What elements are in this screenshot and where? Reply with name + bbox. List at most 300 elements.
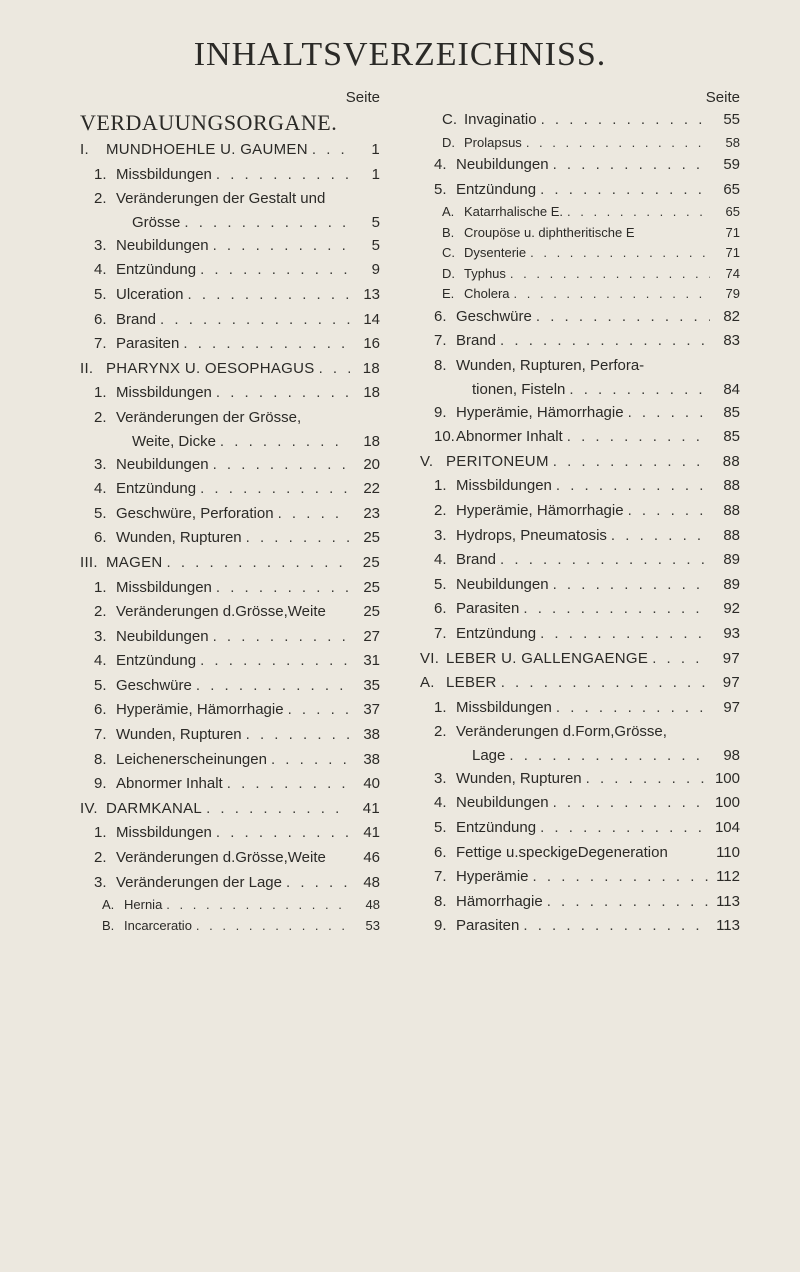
toc-entry[interactable] bbox=[80, 332, 380, 357]
toc-entry[interactable] bbox=[420, 401, 740, 426]
toc-entry-label: Cholera bbox=[464, 286, 510, 302]
toc-entry-label: Veränderungen d.Grösse,Weite bbox=[116, 603, 326, 621]
toc-entry-number: 6. bbox=[434, 307, 447, 325]
toc-entry-page: 100 bbox=[714, 769, 740, 787]
toc-entry-page: 98 bbox=[723, 746, 740, 764]
toc-entry-label: Brand bbox=[456, 551, 497, 569]
toc-entry-label: Parasiten bbox=[456, 917, 520, 935]
toc-entry[interactable] bbox=[80, 212, 380, 234]
toc-entry-number: 4. bbox=[94, 480, 107, 498]
toc-entry-number: I. bbox=[80, 141, 89, 158]
toc-entry-label: Hernia bbox=[124, 897, 163, 913]
dot-leader bbox=[213, 234, 350, 259]
toc-entry-number: 7. bbox=[434, 868, 447, 886]
dot-leader bbox=[567, 425, 710, 450]
toc-entry-label: Missbildungen bbox=[116, 384, 212, 402]
toc-entry[interactable] bbox=[80, 600, 380, 625]
seite-header: Seite bbox=[345, 89, 380, 106]
dot-leader bbox=[523, 597, 710, 622]
dot-leader bbox=[567, 202, 710, 223]
toc-entry[interactable] bbox=[420, 354, 740, 379]
toc-entry-number: 4. bbox=[434, 794, 447, 812]
toc-entry-label: Brand bbox=[456, 332, 497, 350]
toc-entry-label: Abnormer Inhalt bbox=[116, 775, 223, 793]
toc-entry-label: Parasiten bbox=[116, 335, 180, 353]
dot-leader bbox=[553, 573, 710, 598]
dot-leader bbox=[509, 745, 710, 767]
dot-leader bbox=[556, 474, 710, 499]
toc-entry-number: D. bbox=[442, 265, 455, 281]
toc-entry-page: 16 bbox=[363, 335, 380, 353]
toc-entry-page: 104 bbox=[714, 819, 740, 837]
toc-entry-page: 46 bbox=[363, 849, 380, 867]
toc-entry-label: Wunden, Rupturen bbox=[456, 769, 582, 787]
toc-entry[interactable] bbox=[80, 871, 380, 896]
toc-entry-label: Fettige u.speckigeDegeneration bbox=[456, 843, 668, 861]
dot-leader bbox=[514, 284, 710, 305]
toc-entry-label: Grösse bbox=[132, 213, 181, 231]
dot-leader bbox=[536, 305, 710, 330]
toc-entry-page: 48 bbox=[365, 897, 380, 913]
toc-entry[interactable] bbox=[80, 772, 380, 797]
dot-leader bbox=[501, 671, 710, 696]
toc-entry-page: 53 bbox=[365, 917, 380, 933]
toc-entry-page: 89 bbox=[723, 551, 740, 569]
toc-entry-number: 3. bbox=[94, 236, 107, 254]
toc-entry-page: 65 bbox=[725, 204, 740, 220]
toc-entry-label: Veränderungen der Lage bbox=[116, 873, 282, 891]
toc-entry-page: 83 bbox=[723, 332, 740, 350]
toc-entry-number: 10. bbox=[434, 428, 455, 446]
dot-leader bbox=[200, 477, 350, 502]
toc-entry-label: Lage bbox=[472, 746, 506, 764]
toc-entry-number: II. bbox=[80, 359, 94, 377]
toc-entry[interactable] bbox=[80, 895, 380, 916]
toc-entry-number: 1. bbox=[94, 824, 107, 842]
toc-entry[interactable] bbox=[420, 791, 740, 816]
dot-leader bbox=[213, 453, 350, 478]
toc-entry[interactable] bbox=[420, 178, 740, 203]
toc-entry-label: MUNDHOEHLE U. GAUMEN bbox=[106, 141, 308, 158]
toc-entry-number: 4. bbox=[94, 652, 107, 670]
toc-entry-label: Missbildungen bbox=[456, 477, 552, 495]
dot-leader bbox=[206, 797, 350, 822]
toc-entry-number: 5. bbox=[434, 180, 447, 198]
dot-leader bbox=[628, 499, 710, 524]
toc-entry-page: 1 bbox=[371, 141, 380, 158]
toc-entry-number: 2. bbox=[94, 603, 107, 621]
toc-entry[interactable] bbox=[80, 502, 380, 527]
dot-leader bbox=[586, 767, 710, 792]
dot-leader bbox=[216, 821, 350, 846]
toc-entry[interactable] bbox=[420, 425, 740, 450]
toc-entry-label: Missbildungen bbox=[116, 578, 212, 596]
toc-entry-label: Hämorrhagie bbox=[456, 892, 543, 910]
toc-entry-label: Dysenterie bbox=[464, 245, 527, 261]
toc-entry-page: 100 bbox=[714, 794, 740, 812]
toc-entry-number: III. bbox=[80, 553, 98, 571]
toc-entry-label: Hyperämie, Hämorrhagie bbox=[456, 501, 624, 519]
dot-leader bbox=[553, 450, 710, 475]
toc-list-right bbox=[420, 108, 740, 939]
toc-entry[interactable] bbox=[80, 916, 380, 937]
dot-leader bbox=[652, 647, 710, 672]
toc-entry-number: 8. bbox=[434, 892, 447, 910]
toc-entry-page: 41 bbox=[363, 824, 380, 842]
toc-entry-number: 2. bbox=[94, 190, 107, 208]
toc-entry[interactable] bbox=[420, 865, 740, 890]
toc-entry[interactable] bbox=[80, 431, 380, 453]
toc-entry-number: 9. bbox=[434, 403, 447, 421]
dot-leader bbox=[540, 622, 710, 647]
toc-entry-number: VI. bbox=[420, 649, 440, 667]
dot-leader bbox=[246, 526, 350, 551]
toc-entry-number: C. bbox=[442, 245, 455, 261]
toc-entry[interactable] bbox=[80, 698, 380, 723]
toc-entry-page: 97 bbox=[723, 698, 740, 716]
toc-entry-number: 9. bbox=[434, 917, 447, 935]
toc-entry-number: V. bbox=[420, 452, 434, 470]
toc-entry[interactable] bbox=[420, 108, 740, 133]
toc-section-entry[interactable] bbox=[80, 138, 380, 163]
toc-entry-number: 5. bbox=[94, 504, 107, 522]
toc-entry-label: Wunden, Rupturen bbox=[116, 529, 242, 547]
toc-entry-number: 6. bbox=[94, 529, 107, 547]
toc-entry-label: Neubildungen bbox=[456, 794, 549, 812]
toc-entry-label: Leichenerscheinungen bbox=[116, 750, 267, 768]
toc-entry-number: 3. bbox=[94, 627, 107, 645]
toc-entry-number: 9. bbox=[94, 775, 107, 793]
toc-entry-number: 3. bbox=[94, 873, 107, 891]
dot-leader bbox=[200, 649, 350, 674]
toc-entry-label: Wunden, Rupturen, Perfora- bbox=[456, 356, 645, 374]
toc-section-entry[interactable] bbox=[80, 797, 380, 822]
toc-entry[interactable] bbox=[80, 163, 380, 188]
toc-entry[interactable] bbox=[80, 748, 380, 773]
toc-entry[interactable] bbox=[80, 453, 380, 478]
toc-entry-label: PHARYNX U. OESOPHAGUS bbox=[106, 359, 315, 377]
toc-entry-page: 38 bbox=[363, 750, 380, 768]
dot-leader bbox=[288, 698, 350, 723]
toc-column-right bbox=[420, 88, 740, 939]
dot-leader bbox=[166, 895, 350, 916]
toc-entry-label: Hyperämie, Hämorrhagie bbox=[116, 701, 284, 719]
toc-entry-page: 25 bbox=[363, 529, 380, 547]
dot-leader bbox=[213, 625, 350, 650]
toc-entry-number: 5. bbox=[94, 676, 107, 694]
toc-entry-page: 5 bbox=[371, 236, 380, 254]
toc-entry-number: 7. bbox=[434, 624, 447, 642]
toc-entry-page: 25 bbox=[363, 578, 380, 596]
dot-leader bbox=[227, 772, 350, 797]
dot-leader bbox=[216, 381, 350, 406]
toc-entry-number: 7. bbox=[94, 335, 107, 353]
toc-entry-page: 18 bbox=[362, 359, 380, 377]
toc-entry-number: C. bbox=[442, 111, 457, 128]
toc-entry-page: 48 bbox=[363, 873, 380, 891]
toc-entry-label: Invaginatio bbox=[464, 111, 537, 128]
dot-leader bbox=[611, 524, 710, 549]
toc-entry-label: Brand bbox=[116, 310, 157, 328]
toc-entry-number: B. bbox=[102, 917, 115, 933]
toc-section-entry[interactable] bbox=[420, 647, 740, 672]
toc-entry-page: 58 bbox=[725, 134, 740, 150]
toc-entry-page: 9 bbox=[371, 261, 380, 279]
section-heading: VERDAUUNGSORGANE. bbox=[80, 110, 338, 135]
toc-entry[interactable] bbox=[420, 720, 740, 745]
toc-entry[interactable] bbox=[80, 258, 380, 283]
dot-leader bbox=[553, 153, 710, 178]
toc-entry-label: Weite, Dicke bbox=[132, 432, 216, 450]
toc-entry[interactable] bbox=[420, 622, 740, 647]
toc-entry-page: 5 bbox=[371, 213, 380, 231]
toc-entry-page: 18 bbox=[363, 384, 380, 402]
toc-entry-page: 93 bbox=[723, 624, 740, 642]
dot-leader bbox=[200, 258, 350, 283]
dot-leader bbox=[246, 723, 350, 748]
toc-entry[interactable] bbox=[80, 381, 380, 406]
toc-entry-label: Veränderungen der Grösse, bbox=[116, 408, 302, 426]
toc-entry-page: 74 bbox=[725, 265, 740, 281]
toc-entry-page: 71 bbox=[725, 224, 740, 240]
toc-entry-number: 7. bbox=[434, 332, 447, 350]
toc-entry-page: 41 bbox=[362, 799, 380, 817]
toc-entry-page: 18 bbox=[363, 432, 380, 450]
toc-entry-page: 85 bbox=[723, 403, 740, 421]
toc-entry-label: tionen, Fisteln bbox=[472, 380, 566, 398]
toc-entry[interactable] bbox=[80, 477, 380, 502]
toc-entry-page: 97 bbox=[722, 674, 740, 692]
dot-leader bbox=[188, 283, 350, 308]
toc-entry-number: 2. bbox=[94, 408, 107, 426]
toc-entry[interactable] bbox=[80, 406, 380, 431]
toc-entry-label: Abnormer Inhalt bbox=[456, 428, 563, 446]
toc-entry-number: 6. bbox=[94, 310, 107, 328]
toc-entry[interactable] bbox=[420, 745, 740, 767]
toc-entry-page: 88 bbox=[723, 501, 740, 519]
toc-entry-label: Veränderungen d.Grösse,Weite bbox=[116, 849, 326, 867]
toc-entry-page: 25 bbox=[362, 553, 380, 571]
toc-entry-page: 27 bbox=[363, 627, 380, 645]
toc-entry-page: 97 bbox=[722, 649, 740, 667]
dot-leader bbox=[553, 791, 710, 816]
toc-entry-label: LEBER U. GALLENGAENGE bbox=[446, 649, 649, 667]
toc-entry-number: 6. bbox=[94, 701, 107, 719]
toc-entry-label: Neubildungen bbox=[116, 627, 209, 645]
toc-entry[interactable] bbox=[80, 283, 380, 308]
toc-entry-number: 4. bbox=[434, 156, 447, 174]
toc-entry-number: 8. bbox=[434, 356, 447, 374]
toc-entry[interactable] bbox=[80, 234, 380, 259]
toc-entry[interactable] bbox=[420, 243, 740, 264]
toc-entry[interactable] bbox=[420, 329, 740, 354]
toc-entry-number: D. bbox=[442, 134, 455, 150]
toc-entry-number: 4. bbox=[434, 551, 447, 569]
dot-leader bbox=[500, 329, 710, 354]
toc-entry-page: 92 bbox=[723, 600, 740, 618]
toc-entry-number: 1. bbox=[434, 477, 447, 495]
toc-entry-page: 112 bbox=[716, 868, 740, 886]
dot-leader bbox=[541, 108, 710, 133]
dot-leader bbox=[526, 133, 710, 154]
toc-entry-label: Missbildungen bbox=[456, 698, 552, 716]
dot-leader bbox=[628, 401, 710, 426]
toc-entry-label: MAGEN bbox=[106, 553, 163, 571]
toc-entry-number: 1. bbox=[94, 165, 107, 183]
toc-entry-number: A. bbox=[102, 897, 115, 913]
dot-leader bbox=[540, 178, 710, 203]
toc-entry[interactable] bbox=[80, 308, 380, 333]
toc-entry-page: 79 bbox=[725, 286, 740, 302]
toc-entry[interactable] bbox=[420, 153, 740, 178]
dot-leader bbox=[547, 890, 710, 915]
dot-leader bbox=[533, 865, 710, 890]
toc-entry[interactable] bbox=[420, 816, 740, 841]
toc-entry-label: Croupöse u. diphtheritische E bbox=[464, 224, 635, 240]
toc-entry-label: Veränderungen d.Form,Grösse, bbox=[456, 723, 667, 741]
toc-entry[interactable] bbox=[420, 305, 740, 330]
toc-entry-number: B. bbox=[442, 224, 455, 240]
toc-entry-number: 1. bbox=[434, 698, 447, 716]
toc-entry-number: 2. bbox=[434, 501, 447, 519]
toc-section-entry[interactable] bbox=[80, 551, 380, 576]
toc-entry-number: E. bbox=[442, 286, 455, 302]
toc-entry[interactable] bbox=[80, 846, 380, 871]
toc-entry[interactable] bbox=[420, 914, 740, 939]
toc-entry[interactable] bbox=[420, 474, 740, 499]
dot-leader bbox=[510, 264, 710, 285]
toc-entry[interactable] bbox=[420, 284, 740, 305]
toc-entry-label: Neubildungen bbox=[116, 236, 209, 254]
dot-leader bbox=[530, 243, 710, 264]
toc-entry-number: 6. bbox=[434, 843, 447, 861]
toc-entry[interactable] bbox=[420, 767, 740, 792]
toc-entry-page: 113 bbox=[716, 892, 740, 910]
toc-entry[interactable] bbox=[420, 499, 740, 524]
toc-entry[interactable] bbox=[420, 264, 740, 285]
toc-entry-page: 13 bbox=[363, 285, 380, 303]
toc-entry-label: Entzündung bbox=[456, 819, 537, 837]
dot-leader bbox=[216, 163, 350, 188]
toc-entry-page: 22 bbox=[363, 480, 380, 498]
toc-entry-number: 4. bbox=[94, 261, 107, 279]
toc-entry[interactable] bbox=[80, 649, 380, 674]
dot-leader bbox=[271, 748, 350, 773]
toc-entry-label: Geschwüre bbox=[456, 307, 532, 325]
dot-leader bbox=[278, 502, 350, 527]
toc-entry[interactable] bbox=[420, 133, 740, 154]
dot-leader bbox=[319, 357, 350, 382]
toc-entry[interactable] bbox=[80, 187, 380, 212]
toc-entry-label: Neubildungen bbox=[456, 575, 549, 593]
toc-entry-label: Wunden, Rupturen bbox=[116, 726, 242, 744]
toc-entry[interactable] bbox=[80, 723, 380, 748]
dot-leader bbox=[183, 332, 350, 357]
toc-entry-number: 5. bbox=[434, 575, 447, 593]
toc-entry-page: 31 bbox=[363, 652, 380, 670]
toc-entry-page: 65 bbox=[723, 180, 740, 198]
toc-entry[interactable] bbox=[420, 696, 740, 721]
toc-entry[interactable] bbox=[420, 202, 740, 223]
toc-entry-label: Ulceration bbox=[116, 285, 184, 303]
toc-entry[interactable] bbox=[420, 548, 740, 573]
toc-entry-page: 40 bbox=[363, 775, 380, 793]
toc-entry-page: 25 bbox=[363, 603, 380, 621]
toc-entry-page: 71 bbox=[725, 245, 740, 261]
toc-entry-label: Entzündung bbox=[116, 261, 197, 279]
toc-entry-page: 89 bbox=[723, 575, 740, 593]
toc-section-entry[interactable] bbox=[80, 357, 380, 382]
toc-entry-label: DARMKANAL bbox=[106, 799, 203, 817]
dot-leader bbox=[523, 914, 710, 939]
toc-entry-label: Hyperämie, Hämorrhagie bbox=[456, 403, 624, 421]
toc-entry-label: Entzündung bbox=[116, 480, 197, 498]
toc-entry[interactable] bbox=[420, 524, 740, 549]
dot-leader bbox=[556, 696, 710, 721]
toc-entry[interactable] bbox=[420, 379, 740, 401]
toc-entry[interactable] bbox=[80, 674, 380, 699]
dot-leader bbox=[286, 871, 350, 896]
toc-entry[interactable] bbox=[80, 821, 380, 846]
toc-entry-number: 5. bbox=[434, 819, 447, 837]
toc-entry-page: 110 bbox=[716, 843, 740, 861]
toc-entry-page: 14 bbox=[363, 310, 380, 328]
toc-entry-page: 85 bbox=[723, 428, 740, 446]
toc-entry-number: 2. bbox=[434, 723, 447, 741]
toc-entry[interactable] bbox=[420, 890, 740, 915]
page-title: INHALTSVERZEICHNISS. bbox=[193, 36, 607, 73]
toc-entry-page: 82 bbox=[723, 307, 740, 325]
toc-entry-page: 88 bbox=[723, 477, 740, 495]
toc-entry-label: Prolapsus bbox=[464, 134, 522, 150]
toc-entry-number: 1. bbox=[94, 384, 107, 402]
toc-entry-page: 1 bbox=[371, 165, 380, 183]
toc-entry[interactable] bbox=[80, 576, 380, 601]
toc-section-entry[interactable] bbox=[420, 671, 740, 696]
toc-entry-page: 23 bbox=[363, 504, 380, 522]
toc-column-left bbox=[80, 88, 380, 936]
toc-entry-label: Entzündung bbox=[116, 652, 197, 670]
toc-entry-number: IV. bbox=[80, 799, 98, 817]
toc-entry-label: Neubildungen bbox=[456, 156, 549, 174]
toc-entry[interactable] bbox=[80, 625, 380, 650]
toc-entry[interactable] bbox=[420, 223, 740, 244]
toc-entry[interactable] bbox=[420, 573, 740, 598]
toc-entry-page: 88 bbox=[722, 452, 740, 470]
toc-entry-number: 1. bbox=[94, 578, 107, 596]
toc-entry-label: Geschwüre bbox=[116, 676, 192, 694]
toc-entry[interactable] bbox=[420, 841, 740, 866]
toc-entry-label: LEBER bbox=[446, 674, 497, 692]
toc-entry-page: 84 bbox=[723, 380, 740, 398]
toc-entry-page: 20 bbox=[363, 455, 380, 473]
toc-entry-page: 35 bbox=[363, 676, 380, 694]
toc-entry-number: 8. bbox=[94, 750, 107, 768]
toc-entry[interactable] bbox=[420, 597, 740, 622]
dot-leader bbox=[196, 916, 350, 937]
toc-entry-label: Typhus bbox=[464, 265, 506, 281]
toc-entry-number: 6. bbox=[434, 600, 447, 618]
toc-entry[interactable] bbox=[80, 526, 380, 551]
seite-header: Seite bbox=[705, 89, 740, 106]
dot-leader bbox=[220, 431, 350, 453]
toc-entry-number: A. bbox=[442, 204, 455, 220]
toc-entry-number: 3. bbox=[434, 769, 447, 787]
dot-leader bbox=[184, 212, 350, 234]
toc-entry-label: Entzündung bbox=[456, 624, 537, 642]
toc-section-entry[interactable] bbox=[420, 450, 740, 475]
toc-entry-page: 113 bbox=[716, 917, 740, 935]
